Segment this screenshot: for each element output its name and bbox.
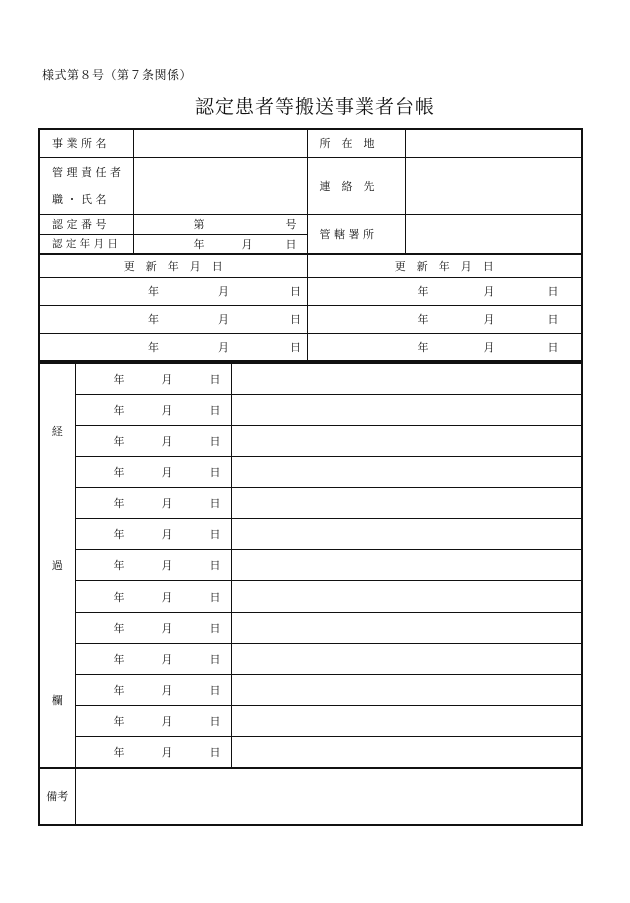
log-entry-field[interactable] xyxy=(231,519,582,550)
day-text: 日 xyxy=(290,285,301,298)
cert-date-label: 認 定 年 月 日 xyxy=(39,234,133,254)
business-name-field[interactable] xyxy=(133,129,307,157)
log-row xyxy=(39,550,582,581)
location-label: 所 在 地 xyxy=(307,129,405,157)
year-text: 年 xyxy=(113,652,125,666)
day-text: 日 xyxy=(290,340,301,354)
month-text: 月 xyxy=(483,313,495,326)
year-text: 年 xyxy=(417,313,429,326)
cert-number-field[interactable] xyxy=(133,214,307,234)
month-text: 月 xyxy=(161,746,173,760)
day-text: 日 xyxy=(547,340,559,354)
month-text: 月 xyxy=(161,434,173,448)
day-text: 日 xyxy=(209,434,221,448)
day-text: 日 xyxy=(209,590,221,604)
month-text: 月 xyxy=(218,285,229,298)
log-date-field[interactable] xyxy=(75,394,231,425)
contact-field[interactable] xyxy=(405,157,582,214)
day-text: 日 xyxy=(209,403,221,417)
day-text: 日 xyxy=(547,313,559,326)
renewal-date-left[interactable] xyxy=(39,305,307,333)
log-row xyxy=(39,612,582,643)
manager-field[interactable] xyxy=(133,157,307,214)
month-text: 月 xyxy=(161,528,173,542)
year-text: 年 xyxy=(113,715,125,729)
log-row xyxy=(39,519,582,550)
contact-label: 連 絡 先 xyxy=(307,157,405,214)
log-date-field[interactable] xyxy=(75,488,231,519)
log-row xyxy=(39,488,582,519)
month-text: 月 xyxy=(483,285,495,298)
year-text: 年 xyxy=(113,683,125,697)
go-text: 号 xyxy=(285,218,297,231)
log-entry-field[interactable] xyxy=(231,643,582,674)
dai-text: 第 xyxy=(193,218,205,231)
business-name-label: 事 業 所 名 xyxy=(39,129,133,157)
log-date-field[interactable] xyxy=(75,456,231,487)
renewal-date-right[interactable] xyxy=(307,305,582,333)
year-text: 年 xyxy=(193,237,205,251)
log-row xyxy=(39,674,582,705)
month-text: 月 xyxy=(218,340,229,354)
log-date-field[interactable] xyxy=(75,674,231,705)
log-row xyxy=(39,706,582,737)
month-text: 月 xyxy=(483,340,495,354)
renewal-date-left[interactable] xyxy=(39,333,307,361)
log-entry-field[interactable] xyxy=(231,612,582,643)
year-text: 年 xyxy=(148,313,159,326)
progress-log-label-char: 経 xyxy=(51,425,63,439)
cert-number-label: 認 定 番 号 xyxy=(39,214,133,234)
year-text: 年 xyxy=(113,621,125,635)
year-text: 年 xyxy=(113,497,125,511)
log-date-field[interactable] xyxy=(75,643,231,674)
day-text: 日 xyxy=(209,652,221,666)
day-text: 日 xyxy=(209,683,221,697)
month-text: 月 xyxy=(241,237,253,251)
day-text: 日 xyxy=(209,621,221,635)
month-text: 月 xyxy=(161,715,173,729)
log-date-field[interactable] xyxy=(75,519,231,550)
log-entry-field[interactable] xyxy=(231,706,582,737)
log-row xyxy=(39,394,582,425)
progress-log-table xyxy=(38,362,583,769)
renewal-header-left: 更 新 年 月 日 xyxy=(39,254,307,277)
form-number: 様式第８号（第７条関係） xyxy=(42,68,193,82)
year-text: 年 xyxy=(113,372,125,386)
day-text: 日 xyxy=(209,497,221,511)
manager-label-line2: 職 ・ 氏 名 xyxy=(52,192,107,206)
manager-label-line1: 管 理 責 任 者 xyxy=(52,165,121,179)
month-text: 月 xyxy=(161,621,173,635)
day-text: 日 xyxy=(209,372,221,386)
month-text: 月 xyxy=(161,465,173,479)
log-date-field[interactable] xyxy=(75,581,231,612)
log-date-field[interactable] xyxy=(75,706,231,737)
day-text: 日 xyxy=(209,715,221,729)
progress-log-label-char: 欄 xyxy=(51,693,63,707)
progress-log-label xyxy=(39,363,75,768)
log-date-field[interactable] xyxy=(75,425,231,456)
month-text: 月 xyxy=(161,559,173,573)
year-text: 年 xyxy=(113,746,125,760)
remarks-table xyxy=(38,768,583,826)
year-text: 年 xyxy=(148,340,159,354)
manager-label xyxy=(39,157,133,214)
month-text: 月 xyxy=(161,497,173,511)
log-row xyxy=(39,456,582,487)
day-text: 日 xyxy=(209,559,221,573)
location-field[interactable] xyxy=(405,129,582,157)
jurisdiction-field[interactable] xyxy=(405,214,582,254)
year-text: 年 xyxy=(113,559,125,573)
log-row xyxy=(39,643,582,674)
log-date-field[interactable] xyxy=(75,363,231,394)
day-text: 日 xyxy=(547,285,559,298)
log-row xyxy=(39,363,582,394)
year-text: 年 xyxy=(113,434,125,448)
log-entry-field[interactable] xyxy=(231,674,582,705)
day-text: 日 xyxy=(290,313,301,326)
day-text: 日 xyxy=(209,746,221,760)
year-text: 年 xyxy=(148,285,159,298)
log-entry-field[interactable] xyxy=(231,488,582,519)
jurisdiction-label: 管 轄 署 所 xyxy=(307,214,405,254)
log-entry-field[interactable] xyxy=(231,737,582,768)
year-text: 年 xyxy=(417,340,429,354)
log-entry-field[interactable] xyxy=(231,456,582,487)
year-text: 年 xyxy=(417,285,429,298)
remarks-field[interactable] xyxy=(75,769,582,825)
log-entry-field[interactable] xyxy=(231,581,582,612)
renewal-date-left[interactable] xyxy=(39,277,307,305)
month-text: 月 xyxy=(161,403,173,417)
log-date-field[interactable] xyxy=(75,737,231,768)
progress-log-label-char: 過 xyxy=(51,559,63,573)
cert-date-field[interactable] xyxy=(133,234,307,254)
remarks-label: 備考 xyxy=(39,769,75,825)
log-entry-field[interactable] xyxy=(231,363,582,394)
page-title: 認定患者等搬送事業者台帳 xyxy=(194,96,435,118)
registration-table xyxy=(38,128,583,362)
log-row xyxy=(39,581,582,612)
renewal-date-right[interactable] xyxy=(307,333,582,361)
year-text: 年 xyxy=(113,403,125,417)
log-date-field[interactable] xyxy=(75,550,231,581)
log-row xyxy=(39,737,582,768)
day-text: 日 xyxy=(285,237,297,251)
log-entry-field[interactable] xyxy=(231,394,582,425)
log-row xyxy=(39,425,582,456)
month-text: 月 xyxy=(161,652,173,666)
year-text: 年 xyxy=(113,528,125,542)
year-text: 年 xyxy=(113,465,125,479)
month-text: 月 xyxy=(161,372,173,386)
month-text: 月 xyxy=(161,590,173,604)
year-text: 年 xyxy=(113,590,125,604)
renewal-header-right: 更 新 年 月 日 xyxy=(307,254,582,277)
log-entry-field[interactable] xyxy=(231,425,582,456)
log-date-field[interactable] xyxy=(75,612,231,643)
day-text: 日 xyxy=(209,465,221,479)
renewal-date-right[interactable] xyxy=(307,277,582,305)
log-entry-field[interactable] xyxy=(231,550,582,581)
day-text: 日 xyxy=(209,528,221,542)
month-text: 月 xyxy=(161,683,173,697)
month-text: 月 xyxy=(218,313,229,326)
